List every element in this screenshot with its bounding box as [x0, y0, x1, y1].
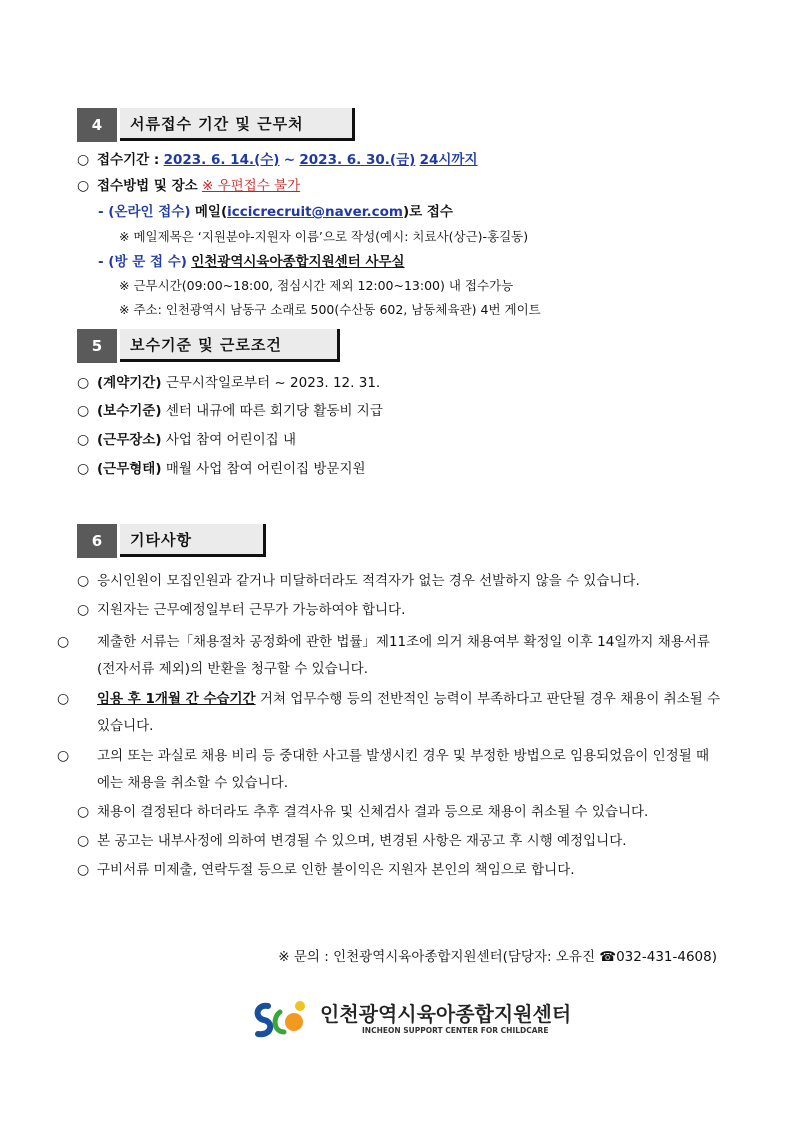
period-end: 2023. 6. 30.(금) — [299, 152, 416, 168]
section-title: 보수기준 및 근로조건 — [120, 329, 340, 362]
notice-item: ○ 구비서류 미제출, 연락두절 등으로 인한 불이익은 지원자 본인의 책임으로 합니다. — [77, 862, 575, 878]
visit-row: - (방 문 접 수) 인천광역시육아종합지원센터 사무실 — [98, 254, 405, 270]
period-start: 2023. 6. 14.(수) — [163, 152, 280, 168]
section-number: 5 — [77, 329, 117, 363]
period-row: ○ 접수기간 : 2023. 6. 14.(수) ~ 2023. 6. 30.(금) 24시까지 — [77, 152, 478, 168]
notice-item: ○ 채용이 결정된다 하더라도 추후 결격사유 및 신체검사 결과 등으로 채용이 취소될 수 있습니다. — [77, 804, 649, 820]
condition-item: ○ (계약기간) 근무시작일로부터 ~ 2023. 12. 31. — [77, 375, 381, 391]
method-warning: ※ 우편접수 불가 — [201, 178, 301, 194]
visit-note-address: ※ 주소: 인천광역시 남동구 소래로 500(수산동 602, 남동체육관) 4번 게이트 — [119, 302, 541, 317]
logo-name-ko: 인천광역시육아종합지원센터 — [320, 1002, 572, 1026]
condition-item: ○ (근무장소) 사업 참여 어린이집 내 — [77, 432, 297, 448]
online-note: ※ 메일제목은 ‘지원분야-지원자 이름’으로 작성(예시: 치료사(상근)-홍길동) — [119, 229, 529, 244]
contact-info: ※ 문의 : 인천광역시육아종합지원센터(담당자: 오유진 ☎032-431-4608) — [278, 949, 717, 965]
notice-item: ○ 임용 후 1개월 간 수습기간 거쳐 업무수행 등의 전반적인 능력이 부족하다고 판단될 경우 채용이 취소될 수 있습니다. — [57, 691, 721, 734]
section-title: 기타사항 — [120, 524, 266, 557]
method-row: ○ 접수방법 및 장소 ※ 우편접수 불가 — [77, 178, 301, 194]
email-link[interactable]: iccicrecruit@naver.com — [227, 204, 403, 220]
condition-item: ○ (보수기준) 센터 내규에 따른 회기당 활동비 지급 — [77, 403, 383, 419]
notice-item: ○ 제출한 서류는「채용절차 공정화에 관한 법률」제11조에 의거 채용여부 확정일 이후 14일까지 채용서류(전자서류 제외)의 반환을 청구할 수 있습니다. — [57, 634, 710, 677]
center-logo-icon — [250, 996, 320, 1042]
section-title: 서류접수 기간 및 근무처 — [120, 108, 355, 141]
section-number: 4 — [77, 108, 117, 142]
notice-item: ○ 본 공고는 내부사정에 의하여 변경될 수 있으며, 변경된 사항은 재공고 후 시행 예정입니다. — [77, 833, 627, 849]
notice-item: ○ 응시인원이 모집인원과 같거나 미달하더라도 적격자가 없는 경우 선발하지 않을 수 있습니다. — [77, 573, 640, 589]
visit-place: 인천광역시육아종합지원센터 사무실 — [191, 254, 405, 270]
logo-name-en: INCHEON SUPPORT CENTER FOR CHILDCARE — [362, 1026, 549, 1035]
notice-item: ○ 고의 또는 과실로 채용 비리 등 중대한 사고를 발생시킨 경우 및 부정한 방법으로 임용되었음이 인정될 때에는 채용을 취소할 수 있습니다. — [57, 748, 710, 791]
notice-item: ○ 지원자는 근무예정일부터 근무가 가능하여야 합니다. — [77, 602, 406, 618]
probation-emphasis: 임용 후 1개월 간 수습기간 — [97, 691, 256, 707]
center-logo — [250, 996, 572, 1044]
condition-item: ○ (근무형태) 매월 사업 참여 어린이집 방문지원 — [77, 461, 366, 477]
online-row: - (온라인 접수) 메일(iccicrecruit@naver.com)로 접수 — [98, 204, 453, 220]
visit-note-hours: ※ 근무시간(09:00~18:00, 점심시간 제외 12:00~13:00) 내 접수가능 — [119, 278, 514, 293]
section-number: 6 — [77, 524, 117, 558]
bullet: ○ — [77, 152, 90, 168]
